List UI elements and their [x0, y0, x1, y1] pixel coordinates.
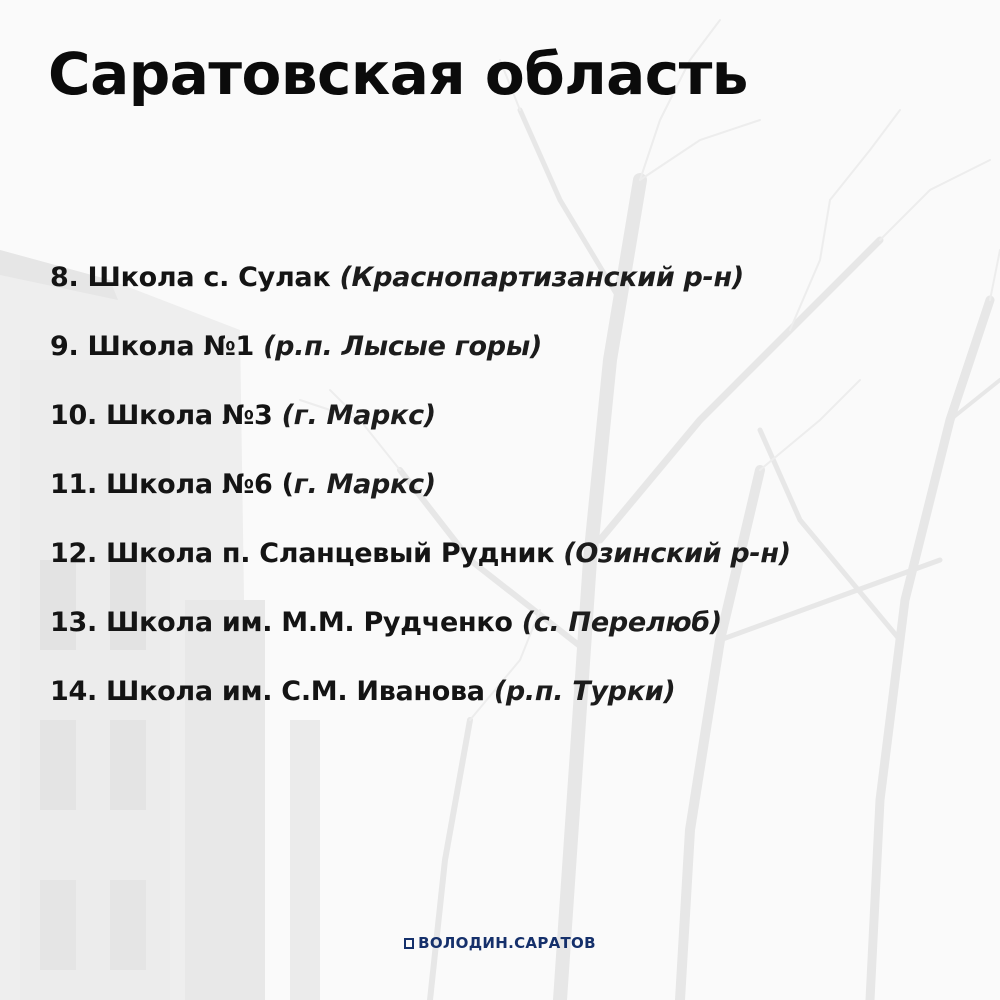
list-item	[50, 400, 980, 469]
page-title: Саратовская область	[48, 40, 748, 108]
school-location: (р.п. Турки)	[493, 676, 676, 707]
school-name: 10. Школа №3	[50, 400, 282, 431]
school-name: 12. Школа п. Сланцевый Рудник	[50, 538, 564, 569]
school-list	[50, 262, 980, 745]
school-location: г. Маркс)	[293, 469, 436, 500]
school-location: (г. Маркс)	[281, 400, 436, 431]
school-name: 14. Школа им. С.М. Иванова	[50, 676, 494, 707]
list-item	[50, 538, 980, 607]
school-location: (Краснопартизанский р-н)	[339, 262, 744, 293]
list-item	[50, 676, 980, 745]
school-location: (с. Перелюб)	[521, 607, 722, 638]
school-name: 13. Школа им. М.М. Рудченко	[50, 607, 522, 638]
list-item	[50, 331, 980, 400]
list-item	[50, 469, 980, 538]
school-location: (р.п. Лысые горы)	[263, 331, 542, 362]
school-name: 8. Школа с. Сулак	[50, 262, 340, 293]
brand-watermark	[0, 934, 1000, 952]
list-item	[50, 262, 980, 331]
school-location: (Озинский р-н)	[563, 538, 791, 569]
list-item	[50, 607, 980, 676]
school-name: 11. Школа №6 (	[50, 469, 294, 500]
brand-label: ВОЛОДИН.САРАТОВ	[418, 934, 596, 952]
school-name: 9. Школа №1	[50, 331, 264, 362]
square-outline-icon	[404, 938, 414, 949]
